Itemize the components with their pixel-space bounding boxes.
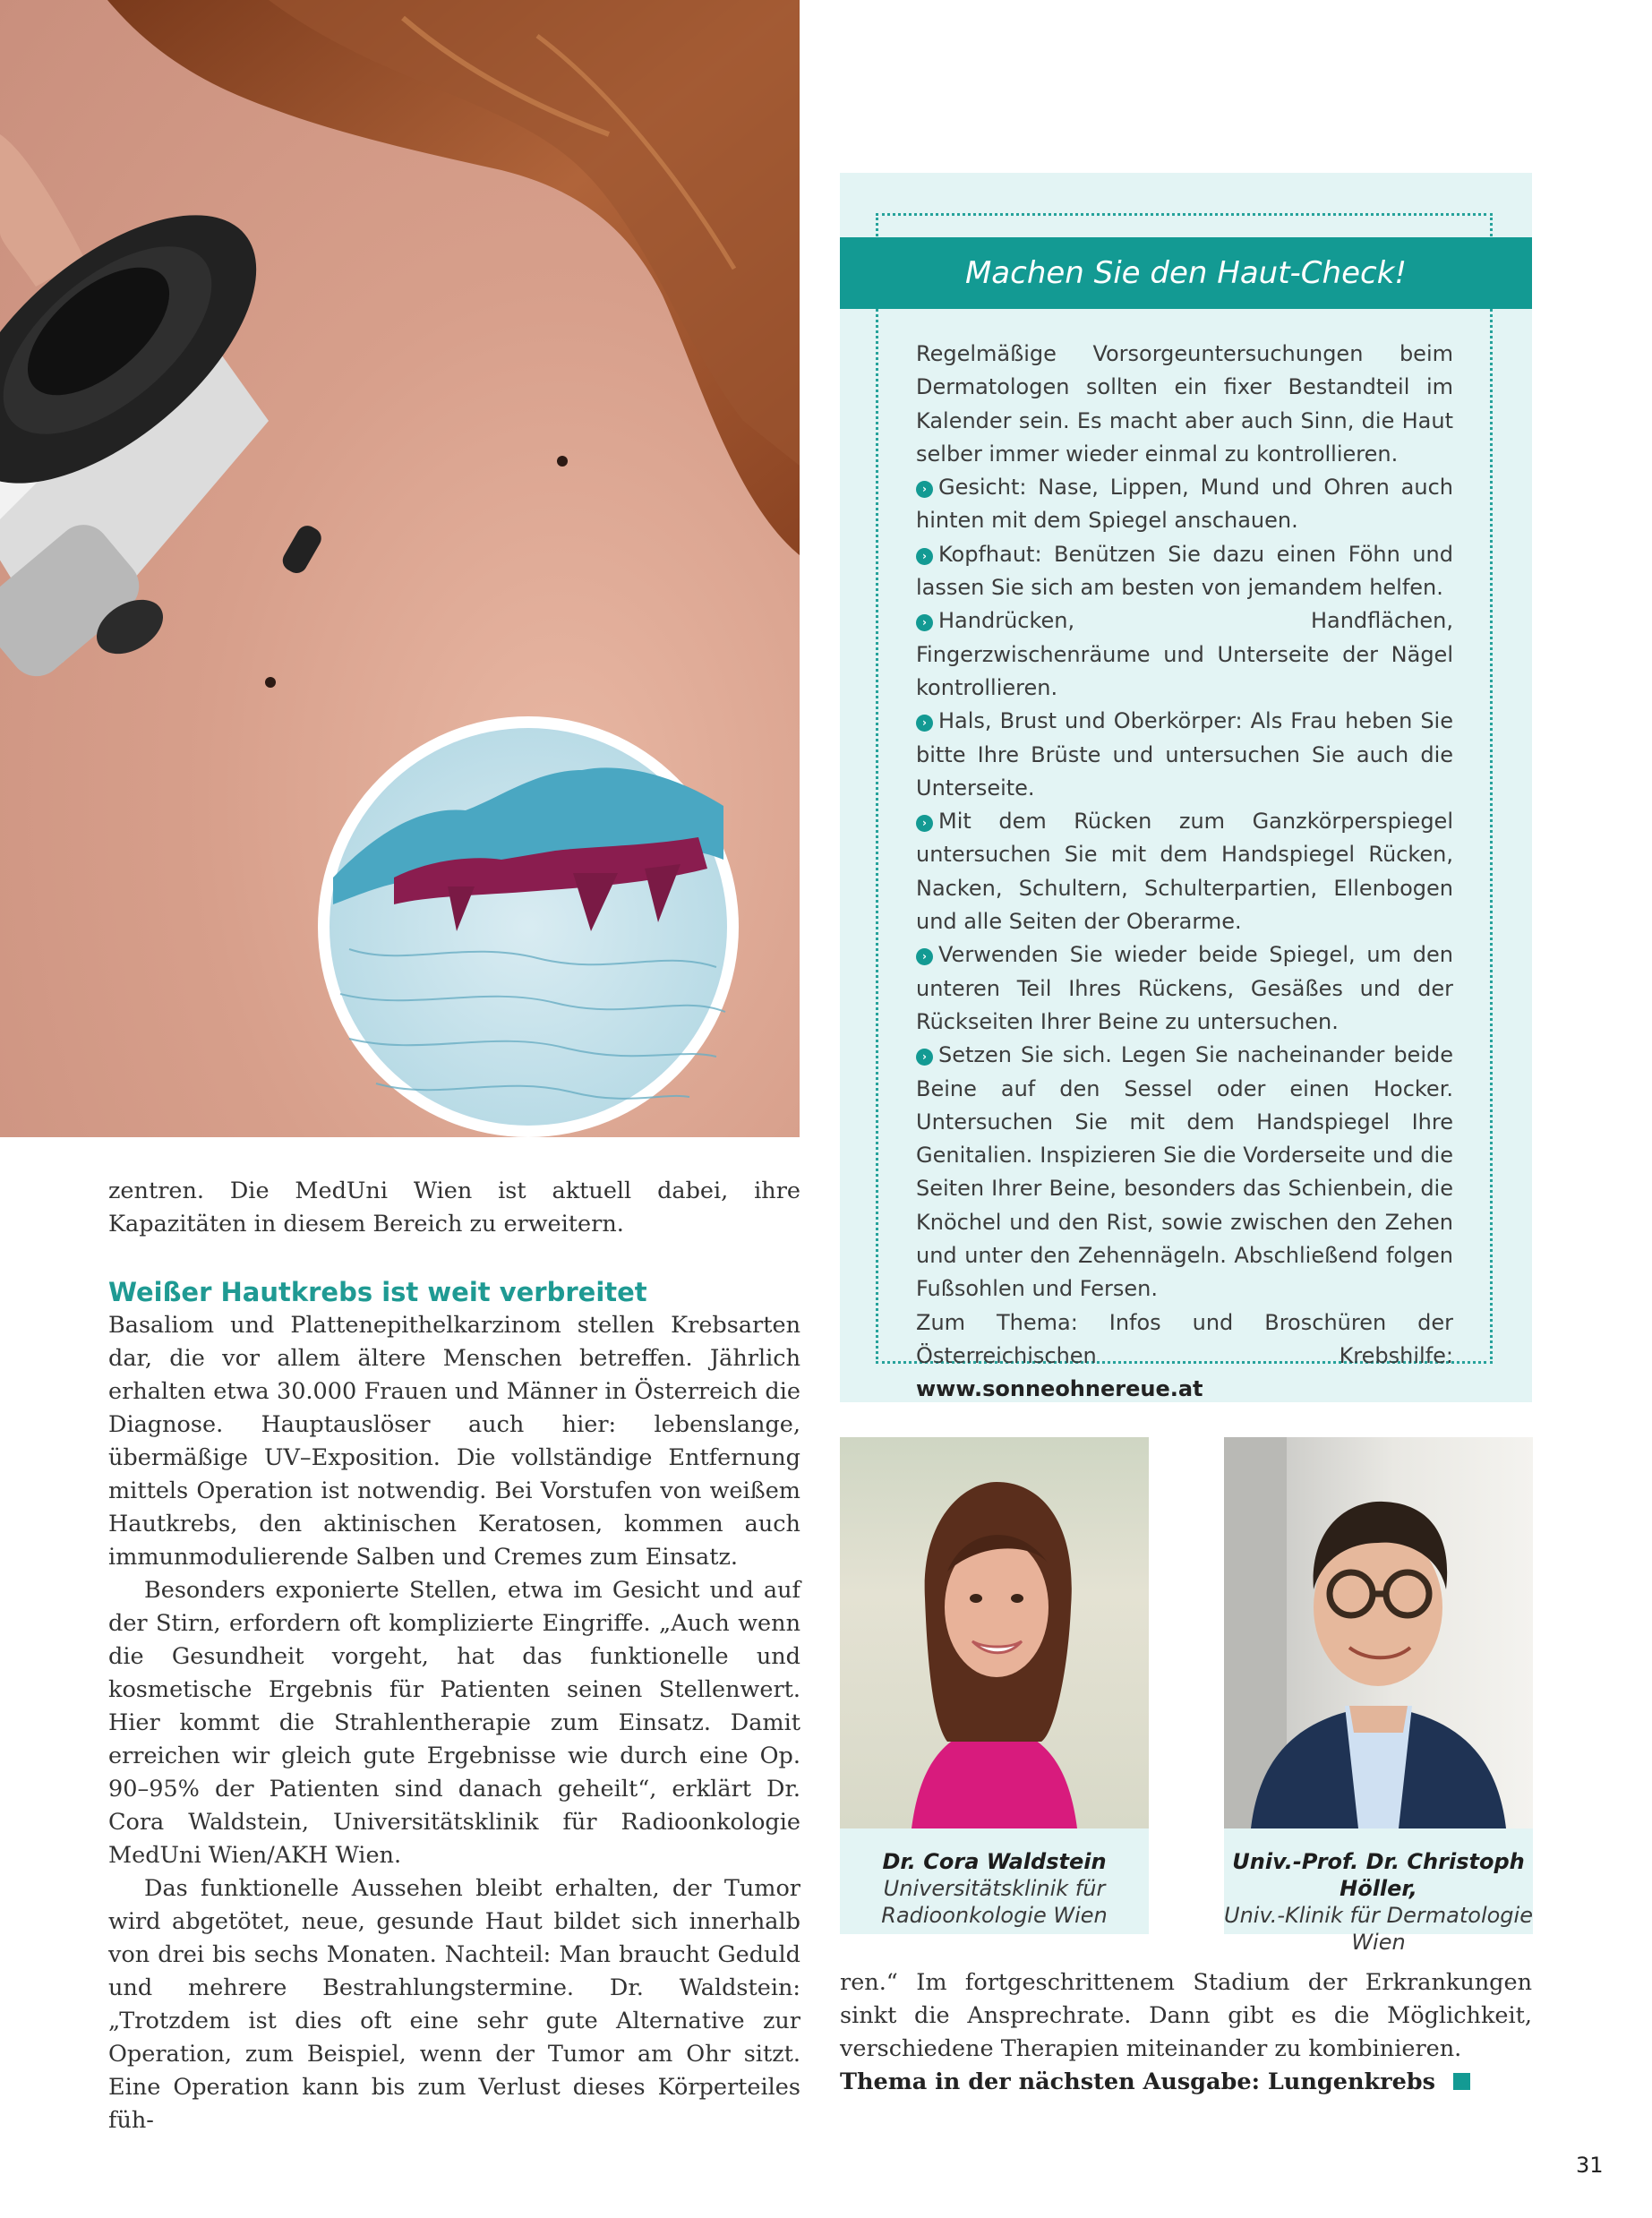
hero-photo: [0, 0, 800, 1137]
checklist-item: › Setzen Sie sich. Legen Sie nacheinander beide Beine auf den Sessel oder einen Hocker. Untersuchen Sie mit dem Handspiegel Ihre Genitalien. Inspizieren Sie die Vorderseite und die Seiten Ihrer Beine, besonders das Schienbein, die Knöchel und den Rist, sowie zwischen den Zehen und unter den Zehennägeln. Abschließend folgen Fußsohlen und Fersen.: [916, 1042, 1453, 1302]
portrait-woman-illustration: [840, 1437, 1149, 1828]
dermatoscope-skin-illustration: [0, 0, 800, 1137]
intro-paragraph: zentren. Die MedUni Wien ist aktuell dabei, ihre Kapazitäten in diesem Bereich zu erweitern.: [108, 1178, 800, 1237]
chevron-right-circle-icon: ›: [916, 948, 933, 965]
chevron-right-circle-icon: ›: [916, 815, 933, 832]
infobox-intro: Regelmäßige Vorsorgeuntersuchungen beim Dermatologen sollten ein fixer Bestandteil im Kalender sein. Es macht aber auch Sinn, die Haut selber immer wieder einmal zu kontrollieren.: [916, 341, 1453, 467]
portrait-photo: [1224, 1437, 1533, 1828]
chevron-right-circle-icon: ›: [916, 481, 933, 498]
body-paragraph: Das funktionelle Aussehen bleibt erhalten, der Tumor wird abgetötet, neue, gesunde Haut bildet sich innerhalb von drei bis sechs Monaten. Nachteil: Man braucht Geduld und mehrere Bestrahlungstermine. Dr. Waldstein: „Trotzdem ist dies oft eine sehr gute Alternative zur Operation, zum Beispiel, wenn der Tumor am Ohr sitzt. Eine Operation kann bis zum Verlust dieses Körperteiles füh-: [108, 1875, 800, 2134]
chevron-right-circle-icon: ›: [916, 548, 933, 565]
square-icon: [1453, 2073, 1470, 2090]
left-column: [108, 1175, 800, 2137]
right-column-continuation: [840, 1966, 1532, 2099]
mole-dot: [265, 677, 276, 688]
person-name: Univ.-Prof. Dr. Christoph Höller,: [1232, 1849, 1525, 1901]
person-name: Dr. Cora Waldstein: [882, 1849, 1107, 1874]
body-paragraph: Besonders exponierte Stellen, etwa im Gesicht und auf der Stirn, erfordern oft komplizierte Eingriffe. „Auch wenn die Gesundheit vorgeht, hat das funktionelle und kosmetische Ergebnis für Patienten seinen Stellenwert. Hier kommt die Strahlentherapie zum Einsatz. Damit erreichen wir gleich gute Ergebnisse wie durch eine Op. 90–95% der Patienten sind danach geheilt“, erklärt Dr. Cora Waldstein, Universitätsklinik für Radioonkologie MedUni Wien/AKH Wien.: [108, 1577, 800, 1869]
infobox-footer: Zum Thema: Infos und Broschüren der Österreichischen Krebshilfe: www.sonneohnereue.at: [916, 1309, 1453, 1402]
section-heading: Weißer Hautkrebs ist weit verbreitet: [108, 1277, 647, 1307]
skin-check-infobox: [840, 173, 1532, 1402]
website-link[interactable]: www.sonneohnereue.at: [916, 1376, 1203, 1402]
chevron-right-circle-icon: ›: [916, 715, 933, 732]
mole-dot: [557, 456, 568, 467]
infobox-body: [916, 338, 1453, 1407]
portrait-caption: [840, 1828, 1149, 1934]
chevron-right-circle-icon: ›: [916, 614, 933, 631]
checklist-item: › Gesicht: Nase, Lippen, Mund und Ohren auch hinten mit dem Spiegel anschauen.: [916, 475, 1453, 534]
checklist-item: › Hals, Brust und Oberkörper: Als Frau heben Sie bitte Ihre Brüste und untersuchen Sie auch die Unterseite.: [916, 708, 1453, 801]
next-issue-line: Thema in der nächsten Ausgabe: Lungenkrebs: [840, 2066, 1532, 2099]
chevron-right-circle-icon: ›: [916, 1049, 933, 1066]
person-affiliation: Univ.-Klinik für Dermatologie Wien: [1224, 1903, 1533, 1955]
histology-inset: [318, 716, 739, 1137]
portrait-photo: [840, 1437, 1149, 1828]
person-affiliation: Universitätsklinik für Radioonkologie Wien: [881, 1876, 1108, 1928]
portrait-man-illustration: [1224, 1437, 1533, 1828]
checklist-item: › Handrücken, Handflächen, Fingerzwischenräume und Unterseite der Nägel kontrollieren.: [916, 608, 1453, 700]
portrait-caption: [1224, 1828, 1533, 1955]
infobox-title: Machen Sie den Haut-Check!: [840, 237, 1532, 309]
body-paragraph: Basaliom und Plattenepithelkarzinom stellen Krebsarten dar, die vor allem ältere Menschen betreffen. Jährlich erhalten etwa 30.000 Frauen und Männer in Österreich die Diagnose. Hauptauslöser auch hier: lebenslange, übermäßige UV–Exposition. Die vollständige Entfernung mittels Operation ist notwendig. Bei Vorstufen von weißem Hautkrebs, den aktinischen Keratosen, kommen auch immunmodulierende Salben und Cremes zum Einsatz.: [108, 1312, 800, 1571]
page-number: 31: [1576, 2153, 1604, 2178]
checklist-item: › Kopfhaut: Benützen Sie dazu einen Föhn und lassen Sie sich am besten von jemandem helfen.: [916, 541, 1453, 601]
checklist-item: › Mit dem Rücken zum Ganzkörperspiegel untersuchen Sie mit dem Handspiegel Rücken, Nacken, Schultern, Schulterpartien, Ellenbogen und alle Seiten der Oberarme.: [916, 809, 1453, 935]
continuation-paragraph: ren.“ Im fortgeschrittenem Stadium der Erkrankungen sinkt die Ansprechrate. Dann gibt es die Möglichkeit, verschiedene Therapien miteinander zu kombinieren.: [840, 1969, 1532, 2062]
checklist-item: › Verwenden Sie wieder beide Spiegel, um den unteren Teil Ihres Rückens, Gesäßes und der Rückseiten Ihrer Beine zu untersuchen.: [916, 942, 1453, 1034]
